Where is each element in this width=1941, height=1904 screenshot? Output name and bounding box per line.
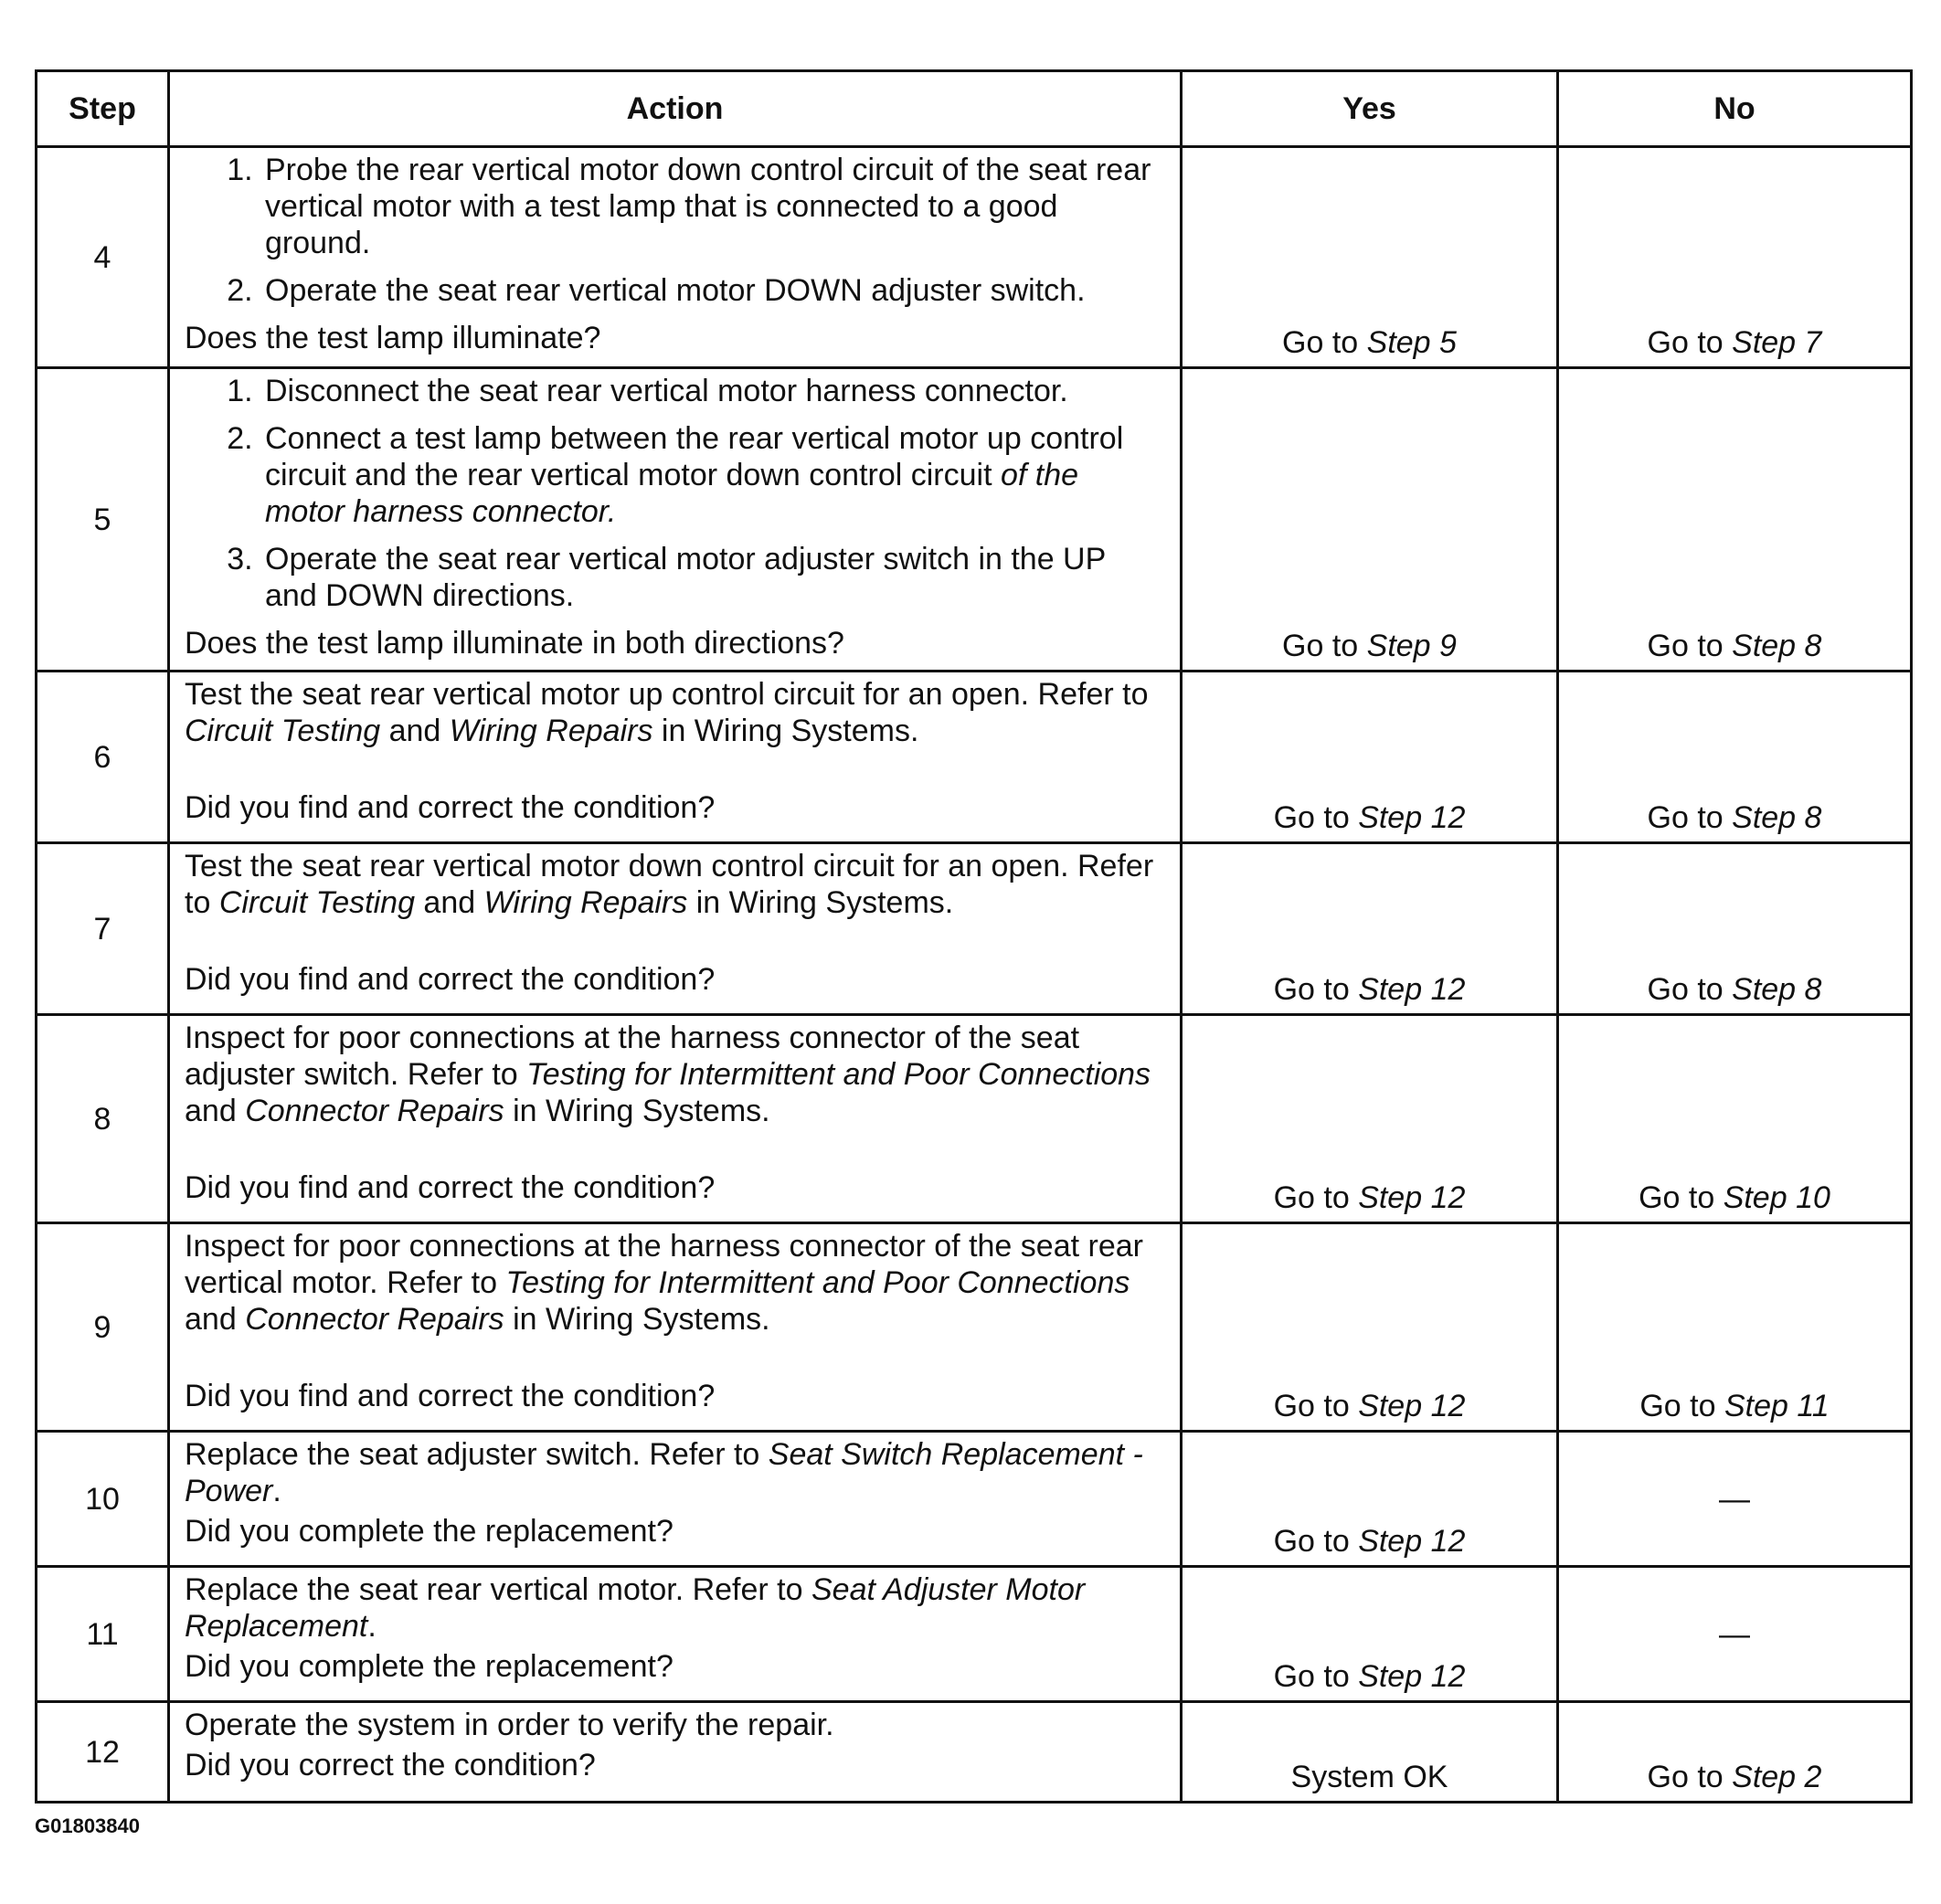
action-cell bbox=[169, 368, 1182, 672]
reference-title: Connector Repairs bbox=[245, 1094, 504, 1128]
action-text-part: and bbox=[185, 1302, 246, 1337]
yes-prefix: Go to bbox=[1273, 1524, 1359, 1559]
table-row bbox=[37, 147, 1912, 368]
no-cell bbox=[1558, 1702, 1912, 1803]
no-cell bbox=[1558, 368, 1912, 672]
action-cell bbox=[169, 1432, 1182, 1567]
table-row bbox=[37, 1015, 1912, 1223]
yes-prefix: Go to bbox=[1273, 972, 1359, 1007]
no-step-ref: Step 8 bbox=[1732, 972, 1822, 1007]
action-text bbox=[185, 676, 1165, 749]
no-prefix: Go to bbox=[1647, 972, 1733, 1007]
yes-prefix: Go to bbox=[1273, 1180, 1359, 1215]
yes-prefix: Go to bbox=[1273, 1389, 1359, 1423]
yes-cell bbox=[1182, 1432, 1558, 1567]
action-text bbox=[185, 1436, 1165, 1509]
no-dash: — bbox=[1719, 1481, 1750, 1517]
header-action: Action bbox=[169, 71, 1182, 147]
yes-cell bbox=[1182, 368, 1558, 672]
table-row bbox=[37, 1567, 1912, 1702]
no-cell bbox=[1558, 1432, 1912, 1567]
table-row bbox=[37, 1223, 1912, 1432]
yes-step-ref: Step 12 bbox=[1358, 972, 1466, 1007]
no-cell bbox=[1558, 843, 1912, 1015]
action-text-part: Inspect for poor connections at the harness connector of the seat adjuster switch. Refer to bbox=[185, 1021, 1080, 1092]
action-text-part: Operate the system in order to verify the repair. bbox=[185, 1708, 834, 1742]
no-prefix: Go to bbox=[1639, 1180, 1724, 1215]
action-text-part: Inspect for poor connections at the harness connector of the seat rear vertical motor. Refer to bbox=[185, 1229, 1143, 1300]
yes-cell bbox=[1182, 1702, 1558, 1803]
question: Did you complete the replacement? bbox=[185, 1514, 674, 1549]
reference-title: Seat Adjuster Motor Replacement bbox=[185, 1572, 1086, 1644]
yes-step-ref: Step 12 bbox=[1358, 1180, 1466, 1215]
step-number: 10 bbox=[37, 1432, 169, 1567]
table-row bbox=[37, 1702, 1912, 1803]
question: Does the test lamp illuminate in both directions? bbox=[185, 626, 844, 661]
yes-cell bbox=[1182, 1015, 1558, 1223]
question: Did you find and correct the condition? bbox=[185, 790, 716, 825]
action-cell bbox=[169, 1015, 1182, 1223]
header-no: No bbox=[1558, 71, 1912, 147]
diagnostic-table bbox=[35, 69, 1913, 1804]
yes-cell bbox=[1182, 672, 1558, 843]
no-cell bbox=[1558, 147, 1912, 368]
action-text bbox=[185, 1020, 1165, 1129]
header-yes: Yes bbox=[1182, 71, 1558, 147]
list-item bbox=[261, 420, 1165, 530]
reference-title: Wiring Repairs bbox=[449, 714, 653, 748]
yes-step-ref: Step 9 bbox=[1366, 629, 1457, 663]
step-number: 4 bbox=[37, 147, 169, 368]
step-number: 9 bbox=[37, 1223, 169, 1432]
action-cell bbox=[169, 1567, 1182, 1702]
question: Did you find and correct the condition? bbox=[185, 1379, 716, 1413]
no-dash: — bbox=[1719, 1616, 1750, 1652]
table-row bbox=[37, 843, 1912, 1015]
step-number: 7 bbox=[37, 843, 169, 1015]
yes-prefix: Go to bbox=[1273, 800, 1359, 835]
no-prefix: Go to bbox=[1647, 325, 1733, 360]
action-cell bbox=[169, 1702, 1182, 1803]
list-item-text: Connect a test lamp between the rear vertical motor up control circuit and the rear vertical motor down control circuit bbox=[265, 421, 1124, 492]
table-row bbox=[37, 672, 1912, 843]
action-text-part: Test the seat rear vertical motor up control circuit for an open. Refer to bbox=[185, 677, 1149, 712]
yes-prefix: Go to bbox=[1282, 325, 1367, 360]
no-prefix: Go to bbox=[1639, 1389, 1724, 1423]
action-text bbox=[185, 848, 1165, 921]
no-step-ref: Step 8 bbox=[1732, 629, 1822, 663]
numbered-list bbox=[185, 373, 1165, 614]
action-text-part: . bbox=[367, 1609, 377, 1644]
reference-title: Seat Switch Replacement - Power bbox=[185, 1437, 1143, 1508]
list-item: 1. Disconnect the seat rear vertical motor harness connector. bbox=[261, 373, 1165, 409]
yes-cell bbox=[1182, 1223, 1558, 1432]
no-cell bbox=[1558, 1223, 1912, 1432]
no-step-ref: Step 7 bbox=[1732, 325, 1822, 360]
step-number: 11 bbox=[37, 1567, 169, 1702]
reference-title: Testing for Intermittent and Poor Connections bbox=[526, 1057, 1151, 1092]
no-step-ref: Step 11 bbox=[1724, 1389, 1830, 1423]
question: Did you find and correct the condition? bbox=[185, 962, 716, 997]
yes-prefix: Go to bbox=[1282, 629, 1367, 663]
yes-step-ref: Step 12 bbox=[1358, 1524, 1466, 1559]
header-step: Step bbox=[37, 71, 169, 147]
action-cell bbox=[169, 1223, 1182, 1432]
action-text-part: in Wiring Systems. bbox=[687, 885, 954, 920]
yes-step-ref: Step 12 bbox=[1358, 800, 1466, 835]
reference-title: Connector Repairs bbox=[245, 1302, 504, 1337]
action-text-part: Replace the seat rear vertical motor. Refer to bbox=[185, 1572, 811, 1607]
figure-id: G01803840 bbox=[35, 1814, 140, 1837]
yes-cell bbox=[1182, 1567, 1558, 1702]
action-text bbox=[185, 1228, 1165, 1338]
list-item: 3. Operate the seat rear vertical motor adjuster switch in the UP and DOWN directions. bbox=[261, 541, 1165, 614]
action-text-part: . bbox=[272, 1474, 281, 1508]
no-cell bbox=[1558, 672, 1912, 843]
no-prefix: Go to bbox=[1647, 800, 1733, 835]
numbered-list bbox=[185, 152, 1165, 309]
step-number: 6 bbox=[37, 672, 169, 843]
reference-title: Testing for Intermittent and Poor Connections bbox=[505, 1265, 1130, 1300]
reference-title: Circuit Testing bbox=[218, 885, 415, 920]
action-text-part: and bbox=[185, 1094, 246, 1128]
action-cell bbox=[169, 672, 1182, 843]
yes-step-ref: Step 12 bbox=[1358, 1389, 1466, 1423]
action-text-part: in Wiring Systems. bbox=[652, 714, 919, 748]
action-text-part: and bbox=[414, 885, 484, 920]
reference-title: Circuit Testing bbox=[185, 714, 381, 748]
question: Did you complete the replacement? bbox=[185, 1649, 674, 1684]
action-text-part: Test the seat rear vertical motor down control circuit for an open. Refer to bbox=[185, 849, 1154, 920]
yes-cell bbox=[1182, 843, 1558, 1015]
yes-prefix: Go to bbox=[1273, 1659, 1359, 1694]
step-number: 12 bbox=[37, 1702, 169, 1803]
table-row bbox=[37, 368, 1912, 672]
header-row bbox=[37, 71, 1912, 147]
no-cell bbox=[1558, 1567, 1912, 1702]
question: Did you find and correct the condition? bbox=[185, 1170, 716, 1205]
yes-step-ref: Step 5 bbox=[1366, 325, 1457, 360]
list-item: 1. Probe the rear vertical motor down control circuit of the seat rear vertical motor with a test lamp that is connected to a good ground. bbox=[261, 152, 1165, 261]
yes-text: System OK bbox=[1290, 1760, 1448, 1794]
action-text-part: and bbox=[380, 714, 450, 748]
no-step-ref: Step 8 bbox=[1732, 800, 1822, 835]
action-text-part: in Wiring Systems. bbox=[504, 1094, 770, 1128]
reference-title: Wiring Repairs bbox=[483, 885, 688, 920]
action-text-part: Replace the seat adjuster switch. Refer to bbox=[185, 1437, 769, 1472]
table-row bbox=[37, 1432, 1912, 1567]
yes-step-ref: Step 12 bbox=[1358, 1659, 1466, 1694]
action-text bbox=[185, 1571, 1165, 1645]
no-prefix: Go to bbox=[1647, 1760, 1733, 1794]
action-cell bbox=[169, 147, 1182, 368]
question: Did you correct the condition? bbox=[185, 1748, 596, 1782]
action-text bbox=[185, 1707, 1165, 1743]
action-text-part: in Wiring Systems. bbox=[504, 1302, 770, 1337]
step-number: 8 bbox=[37, 1015, 169, 1223]
no-prefix: Go to bbox=[1647, 629, 1733, 663]
no-cell bbox=[1558, 1015, 1912, 1223]
question: Does the test lamp illuminate? bbox=[185, 321, 601, 355]
no-step-ref: Step 10 bbox=[1723, 1180, 1830, 1215]
list-item-italic-text: of the motor harness connector. bbox=[265, 458, 1079, 529]
yes-cell bbox=[1182, 147, 1558, 368]
step-number: 5 bbox=[37, 368, 169, 672]
action-cell bbox=[169, 843, 1182, 1015]
no-step-ref: Step 2 bbox=[1732, 1760, 1822, 1794]
list-item: 2. Operate the seat rear vertical motor DOWN adjuster switch. bbox=[261, 272, 1165, 309]
